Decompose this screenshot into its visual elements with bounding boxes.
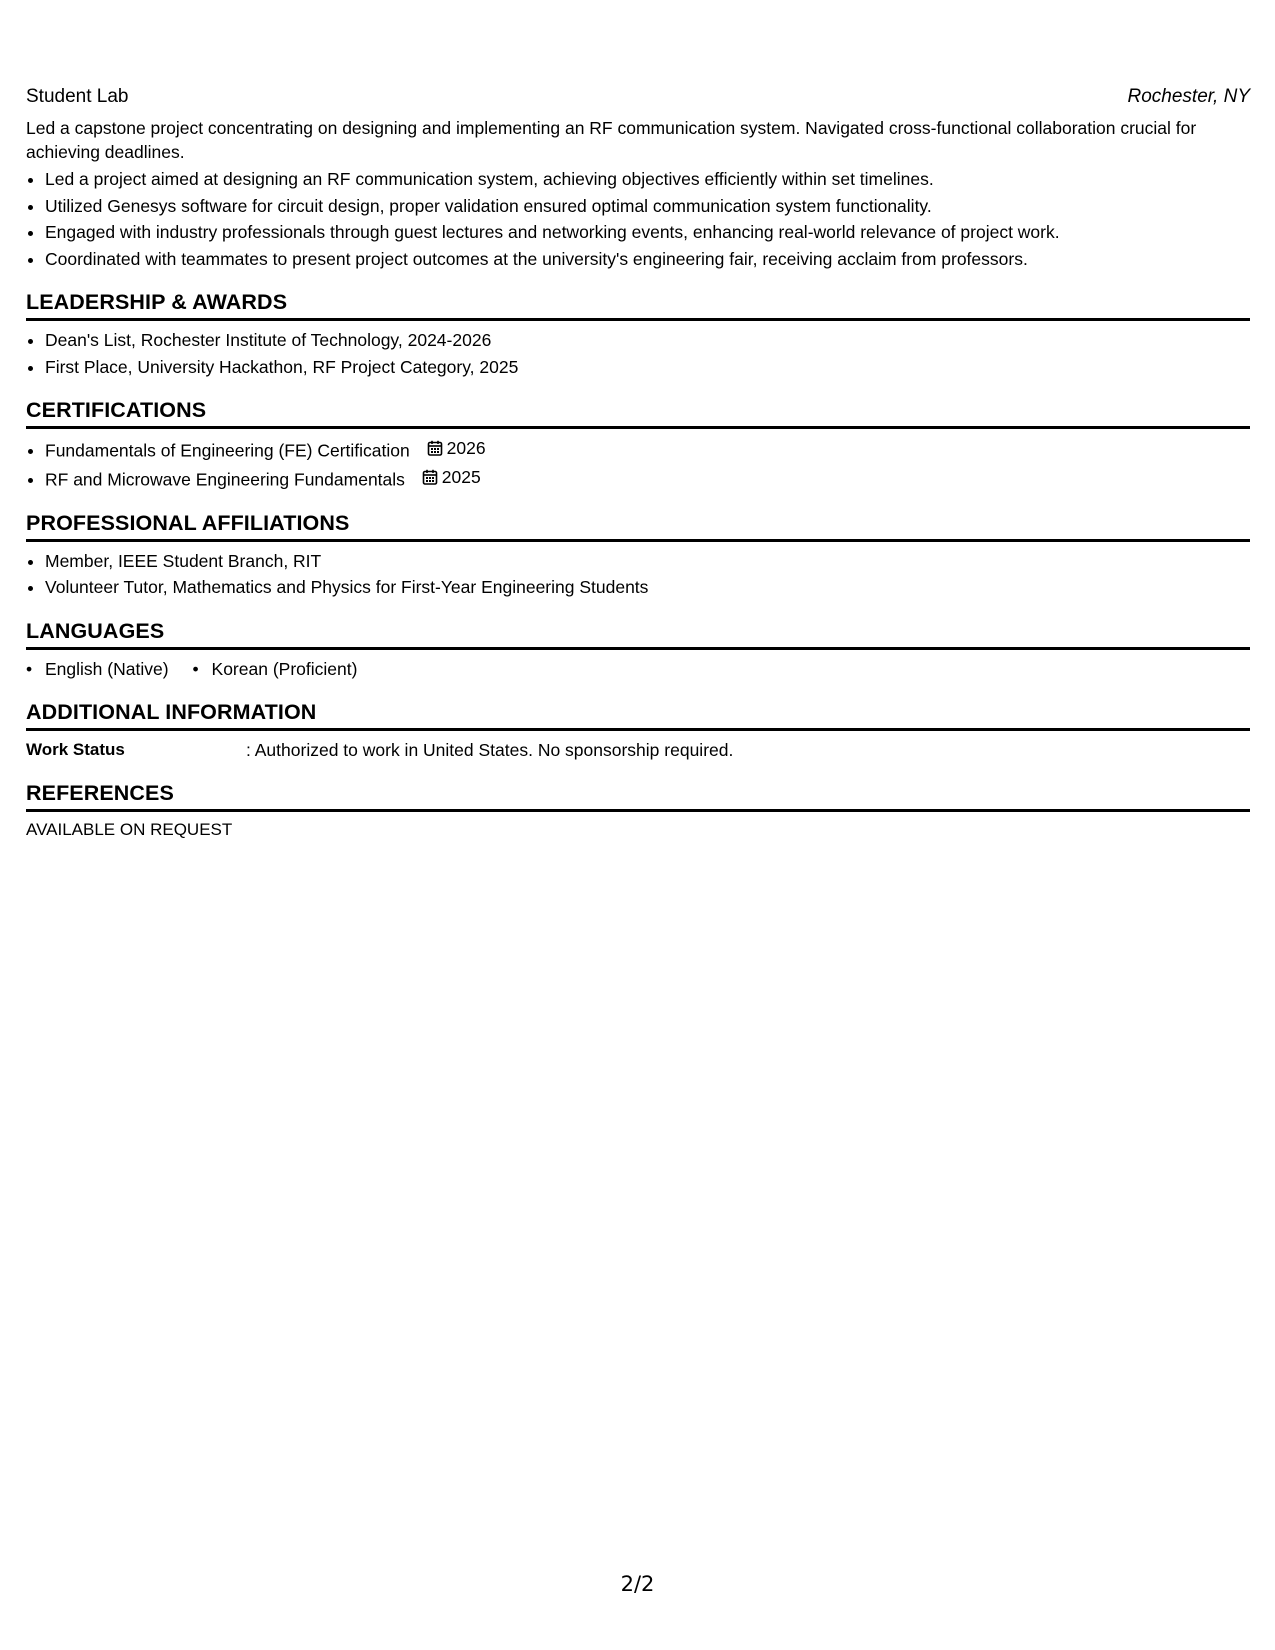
section-certifications: [26, 396, 1250, 493]
page-number: 2/2: [620, 1572, 655, 1596]
experience-bullets: [26, 166, 1250, 272]
list-item: [45, 464, 1250, 493]
leadership-list: [26, 327, 1250, 380]
languages-list: [26, 656, 1250, 682]
list-item: • Korean (Proficient): [193, 656, 358, 682]
list-item: • Utilized Genesys software for circuit design, proper validation ensured optimal communication system functionality.: [45, 193, 1250, 220]
section-title: CERTIFICATIONS: [26, 396, 1250, 429]
resume-page: [26, 84, 1250, 842]
list-item: [45, 435, 1250, 464]
work-status-label: Work Status: [26, 739, 125, 759]
section-additional-information: [26, 698, 1250, 763]
certification-date: [427, 435, 486, 462]
list-item: • Member, IEEE Student Branch, RIT: [45, 548, 1250, 575]
section-title: LEADERSHIP & AWARDS: [26, 288, 1250, 321]
certification-name: Fundamentals of Engineering (FE) Certification: [45, 440, 410, 461]
certification-year: 2026: [446, 438, 486, 458]
work-status-row: [26, 737, 1250, 763]
section-title: LANGUAGES: [26, 617, 1250, 650]
section-references: [26, 779, 1250, 842]
experience-org: Student Lab: [26, 86, 129, 107]
section-title: PROFESSIONAL AFFILIATIONS: [26, 509, 1250, 542]
section-affiliations: [26, 509, 1250, 601]
section-leadership: [26, 288, 1250, 380]
section-languages: [26, 617, 1250, 682]
list-item: • Engaged with industry professionals through guest lectures and networking events, enhancing real-world relevance of project work.: [45, 219, 1250, 246]
experience-header: [26, 84, 1250, 110]
calendar-icon: [427, 440, 443, 456]
affiliations-list: [26, 548, 1250, 601]
list-item: • First Place, University Hackathon, RF Project Category, 2025: [45, 354, 1250, 381]
list-item: • Volunteer Tutor, Mathematics and Physics for First-Year Engineering Students: [45, 574, 1250, 601]
experience-location: Rochester, NY: [1127, 86, 1250, 107]
certification-name: RF and Microwave Engineering Fundamentals: [45, 469, 405, 489]
calendar-icon: [422, 469, 438, 485]
work-status-value: : Authorized to work in United States. No sponsorship required.: [246, 739, 734, 760]
section-title: ADDITIONAL INFORMATION: [26, 698, 1250, 731]
references-text: AVAILABLE ON REQUEST: [26, 819, 233, 839]
list-item: • English (Native): [26, 656, 169, 682]
certification-date: [422, 464, 481, 491]
list-item: • Led a project aimed at designing an RF communication system, achieving objectives efficiently within set timelines.: [45, 166, 1250, 193]
experience-summary: Led a capstone project concentrating on designing and implementing an RF communication system. Navigated cross-functional collaboration crucial for achieving deadlines.: [26, 118, 1197, 162]
list-item: • Coordinated with teammates to present project outcomes at the university's engineering fair, receiving acclaim from professors.: [45, 246, 1250, 273]
certifications-list: [26, 435, 1250, 493]
section-title: REFERENCES: [26, 779, 1250, 812]
list-item: • Dean's List, Rochester Institute of Technology, 2024-2026: [45, 327, 1250, 354]
certification-year: 2025: [441, 466, 481, 487]
